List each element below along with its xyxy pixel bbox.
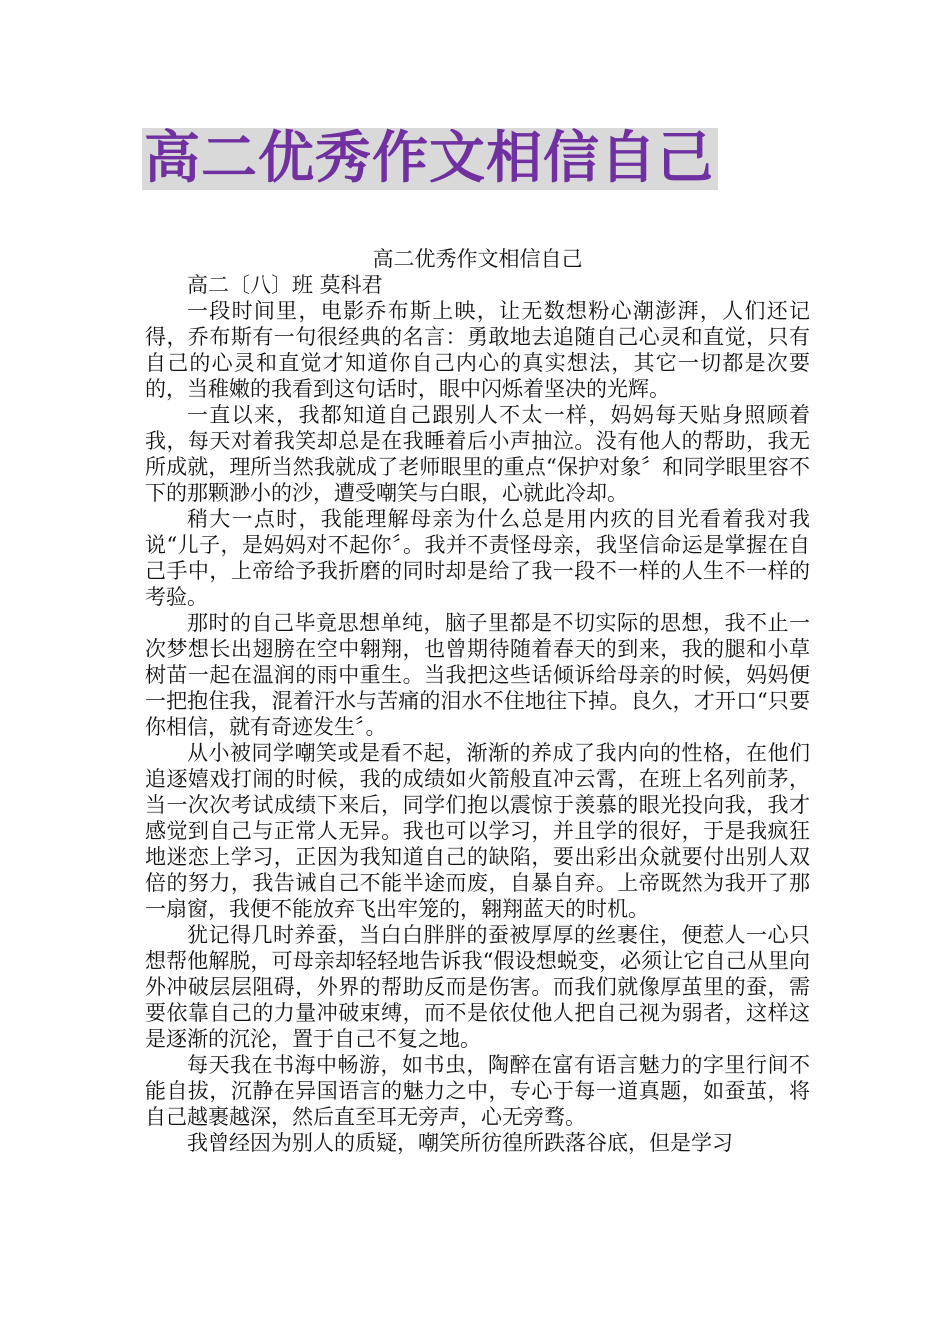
paragraph: 那时的自己毕竟思想单纯，脑子里都是不切实际的思想，我不止一次梦想长出翅膀在空中翱翔，也曾期待随着春天的到来，我的腿和小草树苗一起在温润的雨中重生。当我把这些话倾诉给母亲的时候，妈妈便一把抱住我，混着汗水与苦痛的泪水不住地往下掉。良久，才开口“只要你相信，就有奇迹发生〞。 — [145, 611, 810, 739]
author-line: 高二〔八〕班 莫科君 — [187, 273, 383, 297]
document-main-title: 高二优秀作文相信自己 — [142, 128, 718, 190]
paragraph: 我曾经因为别人的质疑，嘲笑所彷徨所跌落谷底，但是学习 — [187, 1131, 733, 1155]
paragraph: 稍大一点时，我能理解母亲为什么总是用内疚的目光看着我对我说“儿子，是妈妈对不起你〞。我并不责怪母亲，我坚信命运是掌握在自己手中，上帝给予我折磨的同时却是给了我一段不一样的人生不一样的考验。 — [145, 507, 810, 609]
paragraph: 从小被同学嘲笑或是看不起，渐渐的养成了我内向的性格，在他们追逐嬉戏打闹的时候，我的成绩如火箭般直冲云霄，在班上名列前茅，当一次次考试成绩下来后，同学们抱以震惊于羡慕的眼光投向我，我才感觉到自己与正常人无异。我也可以学习，并且学的很好，于是我疯狂地迷恋上学习，正因为我知道自己的缺陷，要出彩出众就要付出别人双倍的努力，我告诫自己不能半途而废，自暴自弃。上帝既然为我开了那一扇窗，我便不能放弃飞出牢笼的，翱翔蓝天的时机。 — [145, 741, 810, 921]
paragraph: 一直以来，我都知道自己跟别人不太一样，妈妈每天贴身照顾着我，每天对着我笑却总是在我睡着后小声抽泣。没有他人的帮助，我无所成就，理所当然我就成了老师眼里的重点“保护对象〞和同学眼里容不下的那颗渺小的沙，遭受嘲笑与白眼，心就此冷却。 — [145, 403, 810, 505]
paragraph: 犹记得几时养蚕，当白白胖胖的蚕被厚厚的丝裹住，便惹人一心只想帮他解脱，可母亲却轻轻地告诉我“假设想蜕变，必须让它自己从里向外冲破层层阻碍，外界的帮助反而是伤害。而我们就像厚茧里的蚕，需要依靠自己的力量冲破束缚，而不是依仗他人把自己视为弱者，这样这是逐渐的沉沦，置于自己不复之地。 — [145, 923, 810, 1051]
paragraph: 每天我在书海中畅游，如书虫，陶醉在富有语言魅力的字里行间不能自拔，沉静在异国语言的魅力之中，专心于每一道真题，如蚕茧，将自己越裹越深，然后直至耳无旁声，心无旁骛。 — [145, 1053, 810, 1129]
essay-title: 高二优秀作文相信自己 — [372, 247, 583, 271]
paragraph: 一段时间里，电影乔布斯上映，让无数想粉心潮澎湃，人们还记得，乔布斯有一句很经典的名言：勇敢地去追随自己心灵和直觉，只有自己的心灵和直觉才知道你自己内心的真实想法，其它一切都是次要的，当稚嫩的我看到这句话时，眼中闪烁着坚决的光辉。 — [145, 299, 810, 401]
document-body — [145, 246, 810, 1156]
